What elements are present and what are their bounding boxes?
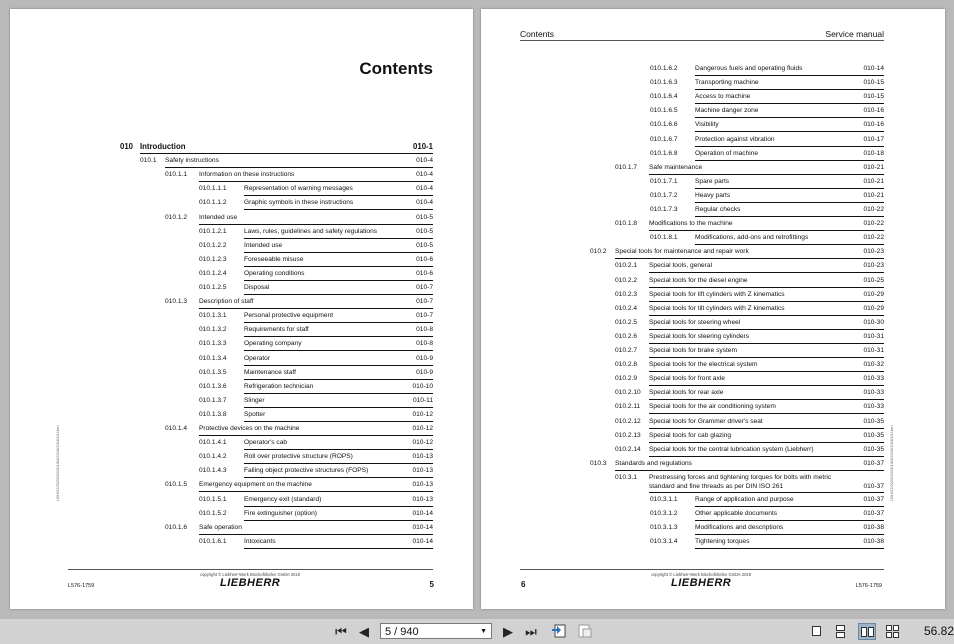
toc-page-number: 010-8 — [416, 340, 433, 348]
toc-page-number: 010-23 — [863, 248, 884, 256]
toc-title: Disposal — [244, 284, 270, 291]
toc-title: Regular checks — [695, 206, 741, 213]
toc-page-number: 010-29 — [863, 290, 884, 298]
toc-page-number: 010-33 — [863, 375, 884, 383]
toc-title: Spare parts — [695, 177, 730, 185]
toc-entry[interactable] — [615, 316, 884, 330]
toc-number: 010.1.6.8 — [650, 149, 678, 157]
toc-page-number: 010-30 — [863, 318, 884, 326]
toc-number: 010.2.9 — [615, 375, 637, 383]
toc-entry[interactable] — [199, 281, 433, 295]
toc-title: Maintenance staff — [244, 368, 296, 376]
toc-number: 010.1.7 — [615, 163, 637, 171]
contents-title: Contents — [359, 59, 433, 78]
toc-entry[interactable] — [199, 196, 433, 210]
toc-page-number: 010-14 — [412, 523, 433, 531]
toc-number: 010.2.12 — [615, 417, 641, 425]
toc-entry[interactable] — [199, 309, 433, 323]
toc-entry[interactable] — [199, 535, 433, 549]
page-number: 5 — [429, 580, 434, 589]
toc-page-number: 010-25 — [863, 276, 884, 284]
toc-entry[interactable] — [650, 90, 884, 104]
toc-title: Special tools for lift cylinders with Z kinematics — [649, 290, 785, 298]
toc-number: 010.1.2.4 — [199, 269, 227, 277]
toc-page-number: 010-22 — [863, 220, 884, 228]
toc-page-number: 010-13 — [412, 481, 433, 489]
toc-title: Special tools for maintenance and repair work — [615, 248, 749, 256]
toc-page-number: 010-13 — [412, 467, 433, 475]
toc-title: Falling object protective structures (FOPS) — [244, 467, 369, 475]
side-code: LBH/12/2020/2019/10/4/2019/10/4/1/1/1en — [889, 425, 894, 501]
toc-number: 010.2.13 — [615, 431, 641, 439]
toc-page-number: 010-21 — [863, 163, 884, 171]
toc-entry[interactable] — [615, 443, 884, 457]
toc-title: Description of staff — [199, 298, 254, 306]
toc-title: Requirements for staff — [244, 326, 309, 334]
toc-entry[interactable] — [140, 154, 433, 168]
toc-page-number: 010-4 — [416, 199, 433, 207]
toc-title: Special tools for brake system — [649, 347, 737, 354]
toc-page-number: 010-8 — [416, 326, 433, 334]
toc-number: 010.1.7.1 — [650, 177, 678, 185]
toc-title: Safe operation — [199, 523, 242, 531]
toc-title: Emergency equipment on the machine — [199, 481, 312, 489]
toc-number: 010.3 — [590, 459, 607, 467]
toc-page-number: 010-21 — [863, 191, 884, 199]
toc-entry[interactable] — [615, 274, 884, 288]
toc-number: 010.3.1.2 — [650, 510, 678, 517]
toc-title: Representation of warning messages — [244, 185, 353, 193]
toc-entry[interactable] — [165, 521, 433, 535]
toc-entry[interactable] — [199, 253, 433, 267]
toc-entry[interactable] — [199, 380, 433, 394]
toc-title: Machine danger zone — [695, 107, 759, 115]
toc-page-number: 010-31 — [863, 347, 884, 354]
chevron-down-icon[interactable]: ▼ — [480, 628, 487, 635]
toc-left — [10, 9, 473, 609]
toc-number: 010.2.4 — [615, 304, 637, 312]
toc-page-number: 010-18 — [863, 149, 884, 157]
toc-page-number: 010-4 — [416, 185, 433, 193]
copyright: copyright © Liebherr-Werk Bischofshofen GmbH 2019 — [200, 572, 301, 577]
toc-title: Intoxicants — [244, 537, 276, 545]
toc-title: Safe maintenance — [649, 163, 703, 171]
toc-page-number: 010-14 — [412, 509, 433, 517]
toc-entry[interactable] — [615, 330, 884, 344]
toc-page-number: 010-21 — [863, 177, 884, 185]
toc-right — [481, 9, 945, 609]
single-page-view-icon[interactable] — [808, 623, 826, 640]
toc-entry[interactable] — [199, 323, 433, 337]
toc-number: 010.1.2.2 — [199, 241, 227, 249]
toc-number: 010.2.5 — [615, 318, 637, 326]
toc-page-number: 010-35 — [863, 445, 884, 453]
toc-page-number: 010-7 — [416, 312, 433, 320]
toc-entry[interactable] — [165, 422, 433, 436]
toc-page-number: 010-10 — [412, 382, 433, 390]
goto-next-view-icon[interactable] — [576, 623, 594, 640]
toc-page-number: 010-37 — [863, 459, 884, 467]
toc-title: Special tools for steering wheel — [649, 318, 741, 326]
toc-title: Special tools for tilt cylinders with Z kinematics — [649, 304, 785, 312]
toc-number: 010 — [120, 142, 134, 151]
toc-entry[interactable] — [615, 372, 884, 386]
continuous-facing-view-icon[interactable] — [884, 623, 902, 640]
toc-entry[interactable] — [650, 189, 884, 203]
toc-entry[interactable] — [650, 118, 884, 132]
toc-title: Intended use — [199, 213, 238, 221]
toc-title: Fire extinguisher (option) — [244, 509, 317, 517]
toc-entry[interactable] — [199, 450, 433, 464]
header-left: Contents — [520, 29, 555, 39]
toc-number: 010.1.4 — [165, 425, 187, 432]
toc-number: 010.1.8 — [615, 220, 637, 228]
toc-page-number: 010-5 — [416, 241, 433, 249]
toc-number: 010.1.6.2 — [650, 65, 678, 72]
toc-page-number: 010-12 — [412, 410, 433, 418]
toc-title: Operating conditions — [244, 269, 305, 277]
toc-title: Intended use — [244, 241, 283, 249]
toc-page-number: 010-31 — [863, 332, 884, 340]
toc-entry[interactable] — [590, 457, 884, 471]
toc-number: 010.1.3.7 — [199, 396, 227, 404]
toc-number: 010.1.6.3 — [650, 79, 678, 87]
toc-page-number: 010-13 — [412, 453, 433, 461]
left-page — [10, 9, 473, 609]
toc-entry[interactable] — [615, 358, 884, 372]
toc-entry[interactable] — [165, 295, 433, 309]
toc-title: Emergency exit (standard) — [244, 495, 322, 503]
toc-number: 010.2.8 — [615, 361, 637, 369]
toc-title: Personal protective equipment — [244, 312, 334, 320]
toc-page-number: 010-35 — [863, 431, 884, 439]
toc-title: Transporting machine — [695, 79, 759, 87]
toc-number: 010.1 — [140, 157, 157, 165]
toc-title: Slinger — [244, 396, 265, 404]
toc-entry[interactable] — [615, 288, 884, 302]
toc-title: Special tools for the electrical system — [649, 361, 758, 369]
toc-page-number: 010-14 — [863, 65, 884, 72]
toc-page-number: 010-13 — [412, 495, 433, 503]
toc-title: Information on these instructions — [199, 171, 295, 179]
toc-number: 010.1.5 — [165, 481, 187, 489]
toc-page-number: 010-12 — [412, 439, 433, 447]
toc-page-number: 010-6 — [416, 269, 433, 277]
toc-entry[interactable] — [650, 104, 884, 118]
toc-number: 010.1.4.2 — [199, 453, 227, 461]
toc-number: 010.1.2 — [165, 213, 187, 221]
toc-entry[interactable] — [650, 175, 884, 189]
facing-view-icon[interactable] — [858, 623, 876, 640]
toc-entry[interactable] — [615, 217, 884, 231]
toc-page-number: 010-37 — [863, 510, 884, 517]
side-code: LBH/12/2020/2019/10/4/2019/10/4/1/1/1en — [55, 425, 60, 501]
toc-number: 010.1.3.8 — [199, 410, 227, 418]
toc-page-number: 010-1 — [413, 142, 433, 151]
toc-page-number: 010-37 — [863, 495, 884, 503]
toc-page-number: 010-38 — [863, 538, 884, 546]
toc-title: Standards and regulations — [615, 459, 692, 467]
toc-title: Special tools for front axle — [649, 375, 725, 383]
toc-title: Graphic symbols in these instructions — [244, 199, 354, 207]
toc-title: Tightening torques — [695, 538, 750, 546]
toc-page-number: 010-37 — [863, 482, 884, 490]
page-number-field[interactable] — [380, 623, 492, 639]
toc-title: Special tools for Grammer driver's seat — [649, 417, 763, 425]
toc-entry[interactable] — [199, 493, 433, 507]
right-page — [481, 9, 945, 609]
toc-title: Prestressing forces and tightening torques for bolts with metric standard and fine threads as per DIN ISO 261 — [649, 473, 832, 490]
toc-title: Modifications and descriptions — [695, 524, 784, 532]
toc-page-number: 010-35 — [863, 417, 884, 425]
toc-number: 010.2.11 — [615, 403, 641, 411]
toc-page-number: 010-4 — [416, 171, 433, 179]
toc-number: 010.1.5.2 — [199, 509, 227, 517]
toc-title: Other applicable documents — [695, 510, 778, 517]
toc-number: 010.1.6 — [165, 523, 187, 531]
toc-title: Protection against vibration — [695, 135, 775, 143]
toc-entry[interactable] — [165, 211, 433, 225]
toc-entry[interactable] — [199, 225, 433, 239]
toc-entry[interactable] — [615, 386, 884, 400]
toc-title: Modifications to the machine — [649, 220, 733, 228]
toc-number: 010.2.2 — [615, 276, 637, 284]
toc-number: 010.1.4.1 — [199, 439, 227, 447]
next-page-icon[interactable]: ▶ — [503, 624, 513, 639]
toc-number: 010.1.2.5 — [199, 284, 227, 291]
toc-number: 010.1.5.1 — [199, 495, 227, 503]
toc-title: Modifications, add-ons and retrofittings — [695, 234, 809, 242]
toc-entry[interactable] — [650, 507, 884, 521]
toc-page-number: 010-4 — [416, 157, 433, 165]
toc-rule — [244, 548, 433, 549]
toc-page-number: 010-6 — [416, 255, 433, 263]
toc-entry[interactable] — [615, 259, 884, 273]
toc-rule — [695, 548, 884, 549]
toc-title: Heavy parts — [695, 191, 731, 199]
toc-page-number: 010-22 — [863, 234, 884, 242]
toc-number: 010.1.4.3 — [199, 467, 227, 475]
toc-page-number: 010-16 — [863, 107, 884, 115]
toc-entry[interactable] — [199, 436, 433, 450]
toc-number: 010.2 — [590, 248, 607, 256]
footer-rule — [520, 569, 884, 570]
toc-number: 010.1.3.2 — [199, 326, 227, 334]
toc-number: 010.2.10 — [615, 389, 641, 397]
toc-number: 010.1.6.4 — [650, 93, 678, 101]
toc-entry[interactable] — [199, 239, 433, 253]
copyright: copyright © Liebherr-Werk Bischofshofen GmbH 2019 — [651, 572, 752, 577]
toc-title: Dangerous fuels and operating fluids — [695, 65, 803, 72]
toc-number: 010.1.3.5 — [199, 368, 227, 376]
toc-entry[interactable] — [199, 408, 433, 422]
toc-number: 010.1.6.7 — [650, 135, 678, 143]
liebherr-logo: LIEBHERR — [220, 577, 281, 589]
toc-entry[interactable] — [199, 267, 433, 281]
toc-title: Operation of machine — [695, 149, 759, 157]
toc-entry[interactable] — [650, 493, 884, 507]
toc-entry[interactable] — [165, 478, 433, 492]
toc-entry[interactable] — [199, 182, 433, 196]
toc-number: 010.1.1 — [165, 171, 187, 179]
toc-page-number: 010-16 — [863, 121, 884, 129]
toc-entry[interactable] — [650, 76, 884, 90]
toc-title: Introduction — [140, 142, 186, 151]
toc-title: Visibility — [695, 121, 719, 129]
toc-page-number: 010-15 — [863, 79, 884, 87]
toc-entry[interactable] — [650, 147, 884, 161]
toc-entry[interactable] — [615, 344, 884, 358]
toc-number: 010.3.1.3 — [650, 524, 678, 532]
toc-number: 010.1.2.1 — [199, 227, 227, 235]
toc-number: 010.2.7 — [615, 347, 637, 354]
zoom-level[interactable]: 56.82 — [924, 624, 954, 638]
toc-entry[interactable] — [199, 352, 433, 366]
toc-page-number: 010-15 — [863, 93, 884, 101]
toc-entry[interactable] — [650, 521, 884, 535]
toc-number: 010.1.8.1 — [650, 234, 678, 242]
toc-title: Laws, rules, guidelines and safety regulations — [244, 227, 378, 235]
toc-number: 010.1.3.3 — [199, 340, 227, 348]
toc-entry[interactable] — [650, 203, 884, 217]
toc-page-number: 010-38 — [863, 524, 884, 532]
header-right: Service manual — [825, 29, 884, 39]
toc-entry[interactable] — [165, 168, 433, 182]
toc-entry[interactable] — [199, 394, 433, 408]
toc-number: 010.1.3.6 — [199, 382, 227, 390]
toc-page-number: 010-11 — [412, 396, 433, 404]
toc-number: 010.2.6 — [615, 332, 637, 340]
toc-number: 010.1.1.1 — [199, 185, 227, 193]
toc-number: 010.3.1 — [615, 473, 637, 481]
toc-title: Roll over protective structure (ROPS) — [244, 453, 353, 461]
toc-title: Safety instructions — [165, 157, 219, 165]
toc-entry[interactable] — [199, 337, 433, 351]
toc-number: 010.2.14 — [615, 445, 641, 453]
toc-title: Special tools for cab glazing — [649, 431, 732, 439]
toc-page-number: 010-32 — [863, 361, 884, 369]
toc-entry[interactable] — [615, 429, 884, 443]
toc-number: 010.3.1.1 — [650, 495, 678, 503]
toc-title: Special tools for the diesel engine — [649, 276, 748, 284]
footer-rule — [68, 569, 433, 570]
toc-title: Refrigeration technician — [244, 382, 314, 390]
toc-entry[interactable] — [650, 62, 884, 76]
toc-title: Foreseeable misuse — [244, 255, 304, 263]
toc-title: Access to machine — [695, 93, 751, 101]
toc-number: 010.1.6.1 — [199, 537, 227, 545]
toc-number: 010.1.2.3 — [199, 255, 227, 263]
toc-number: 010.1.3.1 — [199, 312, 227, 320]
toc-title: Operating company — [244, 340, 302, 348]
last-page-icon[interactable]: ⏭ — [525, 624, 537, 639]
toc-title: Operator — [244, 354, 271, 362]
toc-page-number: 010-5 — [416, 227, 433, 235]
toc-title: Special tools for rear axle — [649, 389, 724, 397]
liebherr-logo: LIEBHERR — [671, 577, 732, 589]
goto-previous-view-icon[interactable] — [550, 623, 568, 640]
toc-page-number: 010-22 — [863, 206, 884, 213]
toc-title: Special tools for steering cylinders — [649, 332, 750, 340]
toc-entry[interactable] — [615, 161, 884, 175]
toc-entry[interactable] — [199, 507, 433, 521]
toc-title: Special tools for the air conditioning system — [649, 403, 776, 411]
page-number-value: 5 / 940 — [385, 626, 419, 638]
toc-title: Special tools, general — [649, 262, 713, 270]
toc-entry[interactable] — [590, 245, 884, 259]
doc-code: L576-1759 — [68, 583, 95, 589]
toc-title: Spotter — [244, 410, 266, 418]
toc-title: Range of application and purpose — [695, 495, 794, 503]
toc-number: 010.2.3 — [615, 290, 637, 298]
page-number: 6 — [521, 580, 526, 589]
toc-page-number: 010-7 — [416, 298, 433, 306]
toc-number: 010.1.1.2 — [199, 199, 227, 207]
toc-number: 010.2.1 — [615, 262, 637, 270]
toc-page-number: 010-17 — [863, 135, 884, 143]
toc-page-number: 010-7 — [416, 284, 433, 291]
toc-page-number: 010-33 — [863, 389, 884, 397]
toc-entry[interactable] — [650, 231, 884, 245]
toc-page-number: 010-12 — [412, 425, 433, 432]
toc-entry[interactable] — [120, 140, 433, 154]
toc-entry[interactable] — [615, 415, 884, 429]
toc-page-number: 010-33 — [863, 403, 884, 411]
previous-page-icon[interactable]: ◀ — [359, 624, 369, 639]
doc-code: L576-1759 — [855, 583, 882, 589]
toc-page-number: 010-9 — [416, 354, 433, 362]
toc-entry[interactable] — [199, 366, 433, 380]
toc-title: Protective devices on the machine — [199, 425, 300, 432]
toc-entry[interactable] — [615, 400, 884, 414]
toc-entry[interactable] — [615, 471, 884, 493]
toc-number: 010.1.3.4 — [199, 354, 227, 362]
toc-entry[interactable] — [650, 133, 884, 147]
toc-entry[interactable] — [650, 535, 884, 549]
toc-entry[interactable] — [615, 302, 884, 316]
toc-entry[interactable] — [199, 464, 433, 478]
toc-number: 010.1.6.6 — [650, 121, 678, 129]
toc-page-number: 010-9 — [416, 368, 433, 376]
toc-title: Operator's cab — [244, 439, 288, 447]
toc-page-number: 010-5 — [416, 213, 433, 221]
toc-number: 010.1.6.5 — [650, 107, 678, 115]
toc-number: 010.1.3 — [165, 298, 187, 306]
first-page-icon[interactable]: ⏮ — [335, 624, 347, 639]
toc-number: 010.3.1.4 — [650, 538, 678, 546]
toc-number: 010.1.7.3 — [650, 206, 678, 213]
pdf-toolbar — [0, 619, 954, 644]
toc-number: 010.1.7.2 — [650, 191, 678, 199]
toc-page-number: 010-14 — [412, 537, 433, 545]
continuous-view-icon[interactable] — [832, 623, 850, 640]
toc-page-number: 010-29 — [863, 304, 884, 312]
toc-page-number: 010-23 — [863, 262, 884, 270]
toc-title: Special tools for the central lubrication system (Liebherr) — [649, 445, 814, 453]
